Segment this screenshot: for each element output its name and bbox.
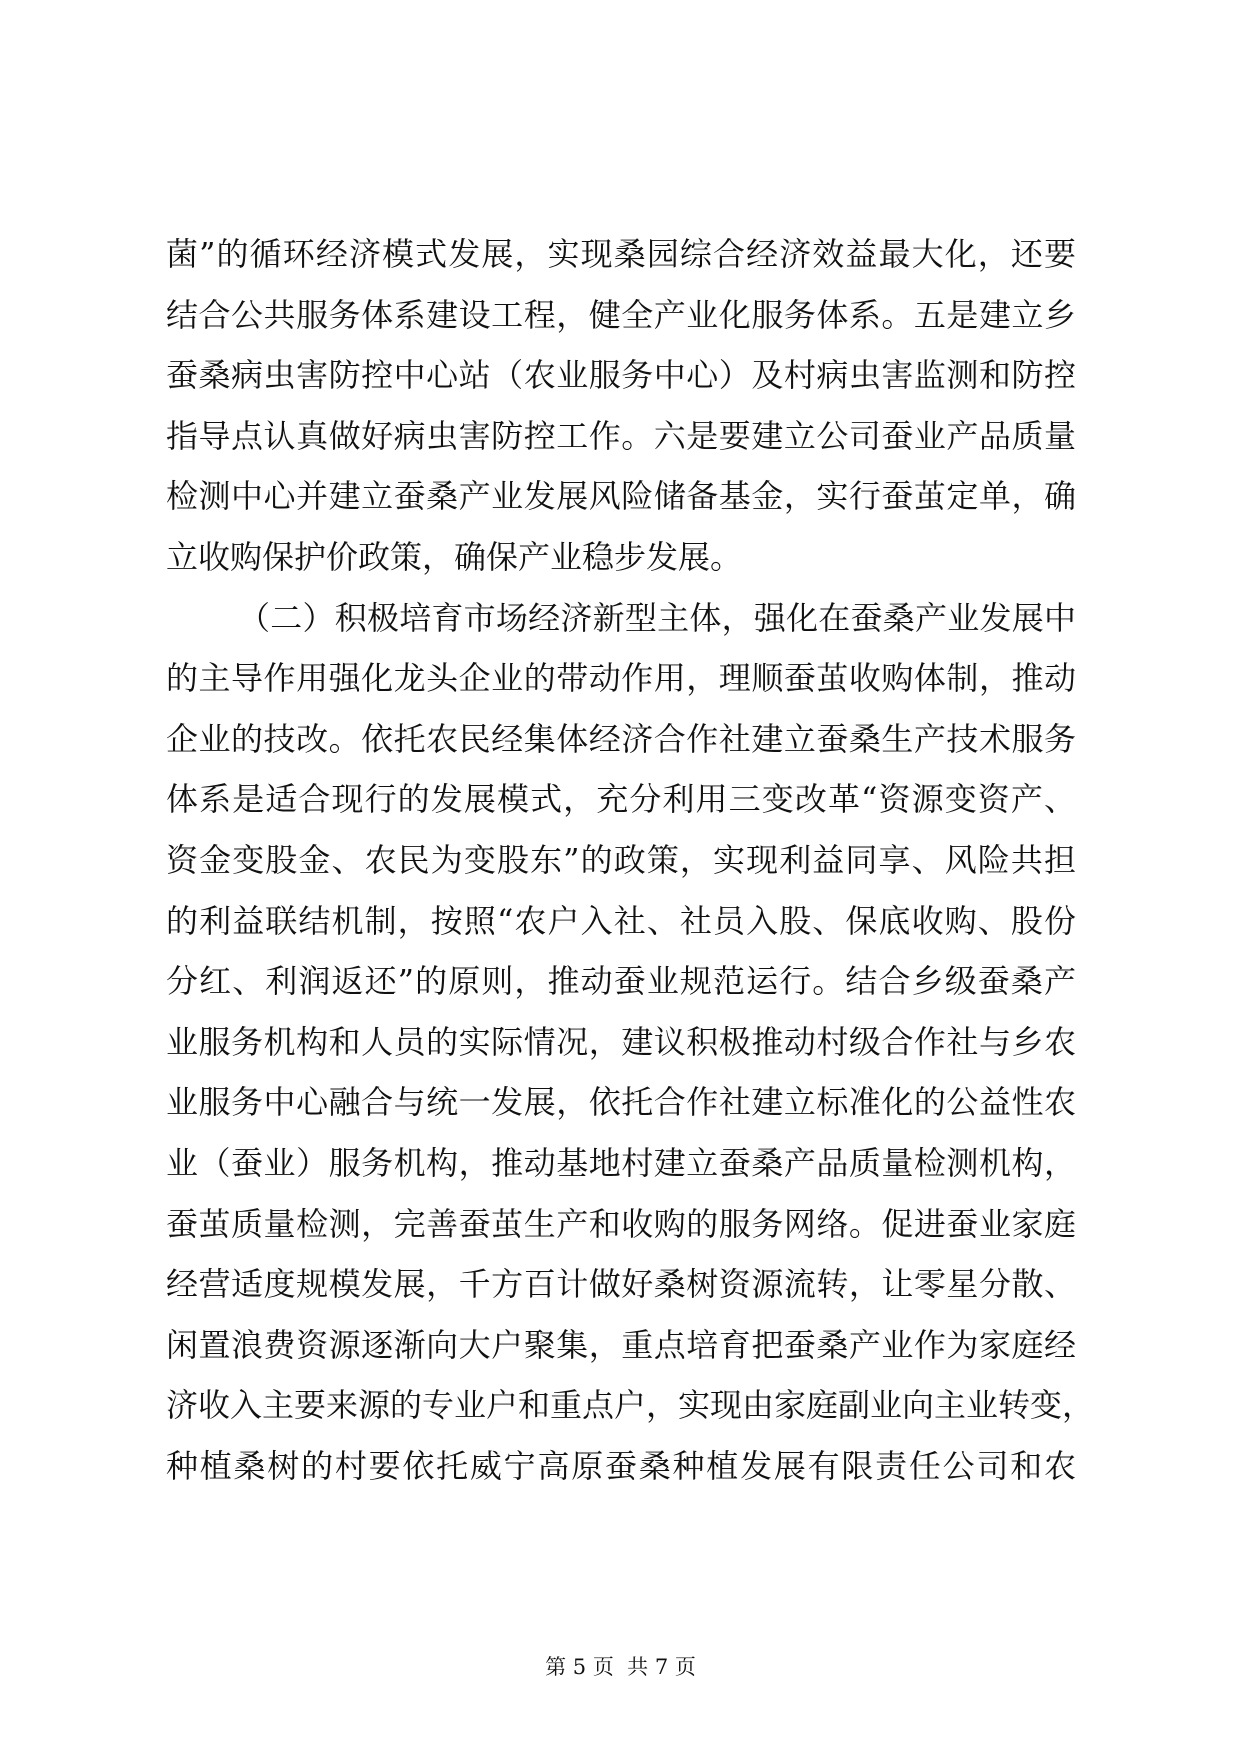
paragraph	[166, 224, 1076, 588]
text-line: 检测中心并建立蚕桑产业发展风险储备基金，实行蚕茧定单，确	[166, 477, 1076, 516]
text-line: 蚕茧质量检测，完善蚕茧生产和收购的服务网络。促进蚕业家庭	[166, 1204, 1076, 1243]
text-line: 指导点认真做好病虫害防控工作。六是要建立公司蚕业产品质量	[166, 416, 1076, 455]
text-line: 业（蚕业）服务机构，推动基地村建立蚕桑产品质量检测机构，	[166, 1143, 1076, 1182]
page-number-footer: 第 5 页 共 7 页	[545, 1655, 696, 1679]
text-line: 的主导作用强化龙头企业的带动作用，理顺蚕茧收购体制，推动	[166, 659, 1076, 698]
text-line: 资金变股金、农民为变股东”的政策，实现利益同享、风险共担	[166, 840, 1076, 879]
text-line: 济收入主要来源的专业户和重点户，实现由家庭副业向主业转变，	[166, 1386, 1095, 1425]
text-line: （二）积极培育市场经济新型主体，强化在蚕桑产业发展中	[238, 598, 1076, 637]
text-line: 分红、利润返还”的原则，推动蚕业规范运行。结合乡级蚕桑产	[166, 962, 1076, 1001]
text-line: 的利益联结机制，按照“农户入社、社员入股、保底收购、股份	[166, 901, 1076, 940]
text-line: 企业的技改。依托农民经集体经济合作社建立蚕桑生产技术服务	[166, 719, 1076, 758]
text-line: 立收购保护价政策，确保产业稳步发展。	[166, 537, 743, 576]
text-line: 结合公共服务体系建设工程，健全产业化服务体系。五是建立乡	[166, 295, 1076, 334]
text-line: 体系是适合现行的发展模式，充分利用三变改革“资源变资产、	[166, 780, 1076, 819]
text-line: 菌”的循环经济模式发展，实现桑园综合经济效益最大化，还要	[166, 235, 1076, 273]
text-line: 业服务机构和人员的实际情况，建议积极推动村级合作社与乡农	[166, 1022, 1076, 1061]
text-line: 种植桑树的村要依托威宁高原蚕桑种植发展有限责任公司和农	[166, 1446, 1076, 1485]
text-line: 蚕桑病虫害防控中心站（农业服务中心）及村病虫害监测和防控	[166, 356, 1076, 395]
paragraph	[166, 588, 1095, 1497]
text-line: 经营适度规模发展，千方百计做好桑树资源流转，让零星分散、	[166, 1265, 1076, 1304]
body-text	[166, 224, 1095, 1496]
text-line: 业服务中心融合与统一发展，依托合作社建立标准化的公益性农	[166, 1083, 1076, 1122]
text-line: 闲置浪费资源逐渐向大户聚集，重点培育把蚕桑产业作为家庭经	[166, 1325, 1076, 1364]
